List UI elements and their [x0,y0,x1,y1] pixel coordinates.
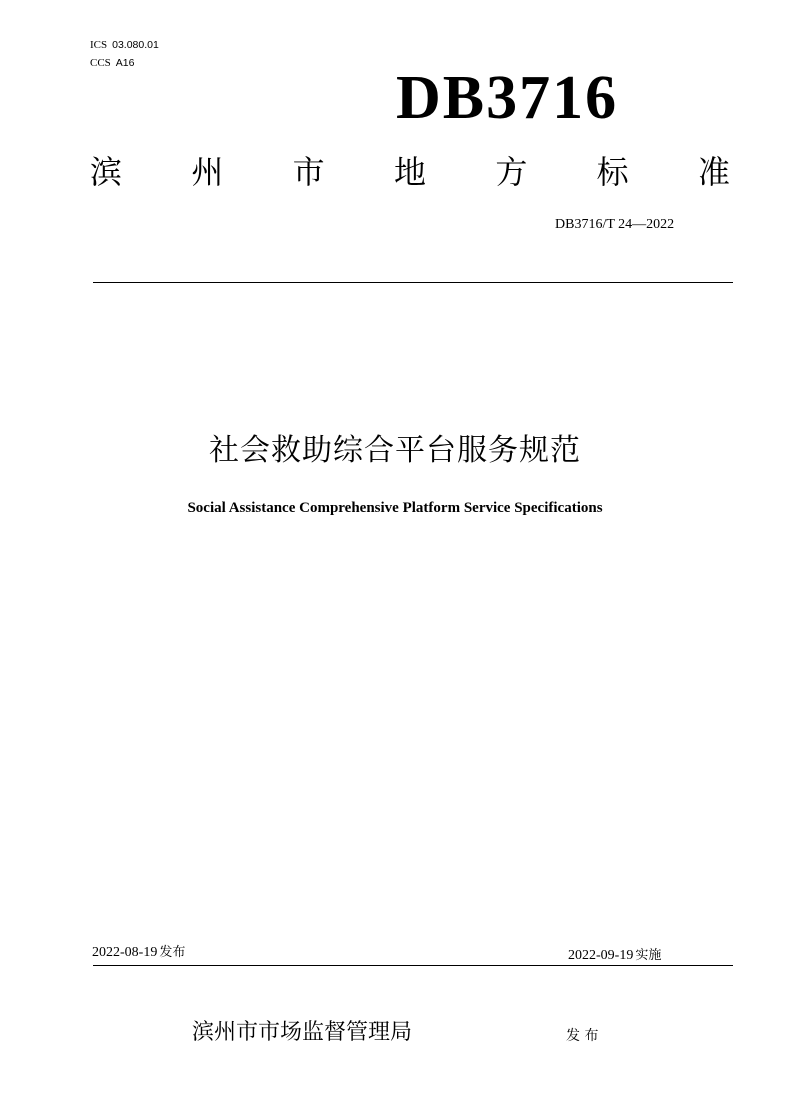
standard-kind-char: 滨 [90,153,123,191]
standard-kind-char: 州 [191,153,224,191]
ics-line [90,38,159,53]
effective-date-line [568,947,661,965]
ccs-label: CCS [90,57,111,69]
publish-suffix: 发 布 [566,1028,599,1044]
title-english: Social Assistance Comprehensive Platform Service Specifications [187,500,603,516]
publisher-name: 滨州市市场监督管理局 [192,1020,413,1045]
ics-label: ICS [90,39,108,51]
ccs-value: A16 [115,57,135,69]
publish-date: 2022-08-19 [92,945,158,960]
header-divider [93,282,733,283]
standard-number: DB3716/T 24—2022 [555,217,675,232]
footer-divider [93,965,733,966]
standard-kind-char: 方 [495,153,528,191]
standard-code: DB3716 [396,64,619,132]
standard-kind-char: 市 [292,153,325,191]
publish-date-line [92,944,185,962]
standard-kind-char: 准 [697,153,730,191]
standard-kind-char: 标 [596,153,629,191]
publish-date-label: 发布 [159,945,186,960]
effective-date-label: 实施 [635,948,662,963]
standard-kind [90,152,730,192]
title-chinese: 社会救助综合平台服务规范 [209,433,581,468]
ics-value: 03.080.01 [112,39,159,51]
standard-kind-char: 地 [393,153,426,191]
ccs-line [90,56,134,71]
effective-date: 2022-09-19 [568,948,634,963]
